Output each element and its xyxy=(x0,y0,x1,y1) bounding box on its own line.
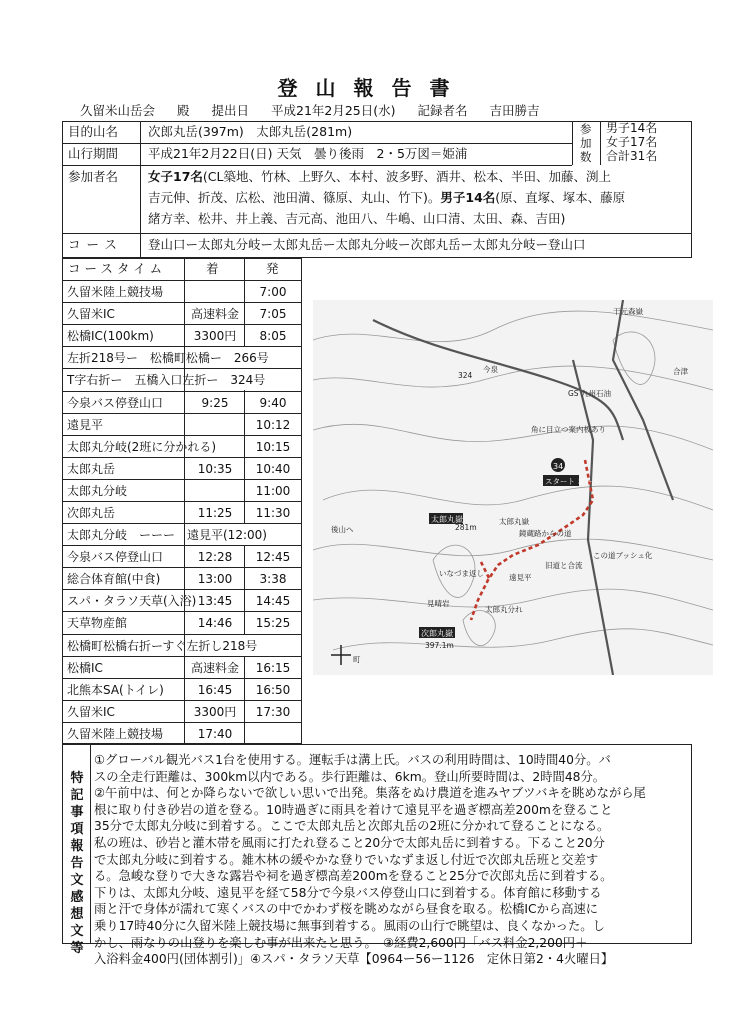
recorder-label: 記録者名 xyxy=(417,103,468,118)
map-label-ushiroyama: 後山へ xyxy=(331,525,354,534)
map-label-path: 鏡蔵路からの道 xyxy=(519,529,572,538)
timetable-header-depart: 発 xyxy=(266,261,279,276)
timetable-row-name: 久留米IC xyxy=(67,705,115,719)
course-value: 登山口ー太郎丸分岐ー太郎丸岳ー太郎丸分岐ー次郎丸岳ー太郎丸分岐ー登山口 xyxy=(148,237,586,252)
timetable-row-arrive: 16:45 xyxy=(197,683,233,697)
timetable-row-depart: 8:05 xyxy=(259,329,287,343)
timetable-row-arrive: 17:40 xyxy=(197,727,233,741)
female-count: 女子17名 xyxy=(606,135,658,149)
recorder-name: 吉田勝吉 xyxy=(489,103,540,118)
timetable-row-arrive: 13:45 xyxy=(197,594,233,608)
timetable-row-name: 久留米IC xyxy=(67,307,115,321)
timetable-row-name: 遠見平 xyxy=(67,418,104,432)
male-count: 男子14名 xyxy=(606,121,658,135)
notes-line: ①グローバル観光バス1台を使用する。運転手は溝上氏。バスの利用時間は、10時間40分。バ xyxy=(94,753,611,767)
timetable-row-depart: 9:40 xyxy=(259,396,287,410)
map-label-taro-fork: 太郎丸分れ xyxy=(485,605,523,614)
north-arrow-icon xyxy=(331,645,351,665)
timetable-row-depart: 11:00 xyxy=(255,484,291,498)
notes-line: かし、雨なりの山登りを楽しむ事が出来たと思う。 ③経費2,600円「バス料金2,200円＋ xyxy=(94,935,588,950)
timetable-row-depart: 14:45 xyxy=(255,594,291,608)
period-label: 山行期間 xyxy=(68,146,119,161)
total-count: 合計31名 xyxy=(606,149,658,163)
timetable-row-arrive: 高速料金 xyxy=(190,661,239,675)
timetable-row-depart: 10:15 xyxy=(255,440,291,454)
map-svg xyxy=(313,300,713,675)
mountain-label: 目的山名 xyxy=(68,124,119,139)
participants-line3: 緒方幸、松井、井上義、吉元高、池田八、牛嶋、山口清、太田、森、吉田) xyxy=(148,211,566,226)
map-label-senmoto: 干元森嶽 xyxy=(613,307,643,316)
course-label: コース xyxy=(68,237,123,252)
timetable-row-depart: 7:00 xyxy=(259,285,287,299)
map-label-jiro-height: 397.1m xyxy=(425,641,454,650)
timetable-row-name: 太郎丸分岐(2班に分かれる) xyxy=(67,440,216,454)
map-label-aitsu: 合津 xyxy=(673,367,688,376)
submit-date: 平成21年2月25日(水) xyxy=(271,103,396,118)
dono-label: 殿 xyxy=(177,103,190,118)
map-start-label: スタート ゴール xyxy=(545,477,600,486)
timetable-row-depart: 10:12 xyxy=(255,418,291,432)
timetable-row-name: 久留米陸上競技場 xyxy=(67,285,164,299)
map-jiro-label: 次郎丸嶽 xyxy=(421,629,453,638)
map-label-inazuma: いなづま返し xyxy=(439,569,484,578)
timetable-row-name: 久留米陸上競技場 xyxy=(67,727,164,741)
map-label-junction: 旧道と合流 xyxy=(545,561,583,570)
map-label-gs: GS 九州石油 xyxy=(568,389,611,398)
timetable-row-name: 松橋IC(100km) xyxy=(67,329,154,343)
timetable-row-depart: 7:05 xyxy=(259,307,287,321)
timetable-row-name: 松橋町松橋右折ーすぐ左折し218号 xyxy=(67,639,258,653)
timetable-row-depart: 12:45 xyxy=(255,550,291,564)
submit-label: 提出日 xyxy=(211,103,250,118)
map-label-machi: 町 xyxy=(353,655,361,664)
route-map xyxy=(313,300,713,675)
notes-line: 下りは、太郎丸分岐、遠見平を経て58分で今泉バス停登山口に到着する。体育館に移動する xyxy=(94,885,602,900)
participants-label: 参加者名 xyxy=(68,169,119,184)
notes-side-label: 特記事項報告文感想文等 xyxy=(70,771,84,956)
timetable-row-arrive: 9:25 xyxy=(201,396,229,410)
participants-line1 xyxy=(148,168,611,186)
map-label-taro-height: 281m xyxy=(455,523,477,532)
route-number: 34 xyxy=(553,462,564,471)
map-label-imaizumi: 今泉 xyxy=(483,365,498,374)
timetable-row-depart: 10:40 xyxy=(255,462,291,476)
timetable-row-depart: 17:30 xyxy=(255,705,291,719)
map-label-bush: この道ブッシュ化 xyxy=(593,551,653,560)
timetable-row-name: 左折218号ー 松橋町松橋ー 266号 xyxy=(67,351,269,365)
timetable-row-arrive: 高速料金 xyxy=(190,307,239,321)
timetable-row-name: 今泉バス停登山口 xyxy=(67,396,164,410)
timetable-row-depart: 15:25 xyxy=(255,616,291,630)
timetable-row-name: 松橋IC xyxy=(67,661,103,675)
timetable-row-arrive: 10:35 xyxy=(197,462,233,476)
timetable-row-depart: 11:30 xyxy=(255,506,291,520)
notes-line: 入浴料金400円(団体割引)」④スパ・タラソ天草【0964ー56ー1126 定休日第2・4火曜日】 xyxy=(94,952,614,967)
timetable-row-arrive: 12:28 xyxy=(197,550,233,564)
map-taro-label: 太郎丸嶽 xyxy=(431,515,463,524)
notes-line: ②午前中は、何とか降らないで欲しい思いで出発。集落をぬけ農道を進みヤブツバキを眺めながら尾 xyxy=(94,786,646,801)
timetable-row-arrive: 14:46 xyxy=(197,616,233,630)
timetable-row-arrive: 3300円 xyxy=(193,329,237,343)
period-value: 平成21年2月22日(日) 天気 曇り後雨 2・5万図＝姫浦 xyxy=(148,146,468,161)
notes-line: 雨と汗で身体が濡れて寒くバスの中でかわず桜を眺めながら昼食を取る。松橋ICから高速に xyxy=(94,902,599,917)
notes-line: 乗り17時40分に久留米陸上競技場に無事到着する。風雨の山行で眺望は、良くなかった。し xyxy=(94,918,605,933)
map-road-number: 324 xyxy=(458,371,473,380)
timetable-row-name: 次郎丸岳 xyxy=(67,506,116,520)
timetable-row-depart: 16:15 xyxy=(255,661,291,675)
notes-line: 私の班は、砂岩と灌木帯を風雨に打たれ登ること20分で太郎丸岳に到着する。下ること20分 xyxy=(94,835,605,850)
map-label-miharashi: 見晴岩 xyxy=(427,599,450,608)
timetable-row-name: スパ・タラソ天草(入浴) xyxy=(67,594,197,608)
timetable-row-name: 太郎丸分岐 xyxy=(67,484,128,498)
notes-line: で太郎丸分岐に到着する。雑木林の緩やかな登りでいなずま返し付近で次郎丸岳班と交差す xyxy=(94,852,599,867)
count-label: 参加数 xyxy=(580,122,592,164)
notes-line: 根に取り付き砂岩の道を登る。10時過ぎに雨具を着けて遠見平を過ぎ標高差200mを登ること xyxy=(94,802,613,817)
timetable-row-arrive: 11:25 xyxy=(197,506,233,520)
timetable-header-name: コースタイム xyxy=(68,261,167,276)
timetable-row-depart: 3:38 xyxy=(259,572,287,586)
male-members: (原、直塚、塚本、藤原 xyxy=(495,190,626,205)
club-name: 久留米山岳会 xyxy=(80,103,156,118)
map-label-sign: 角に目立つ案内板あり xyxy=(531,425,606,434)
timetable-row-name: 今泉バス停登山口 xyxy=(67,550,164,564)
timetable-row-name: 太郎丸分岐 ーーー 遠見平(12:00) xyxy=(67,528,267,542)
male-heading: 男子14名 xyxy=(440,190,496,205)
female-members: (CL築地、竹林、上野久、本村、波多野、酒井、松本、半田、加藤、渕上 xyxy=(202,169,611,184)
participants-line2 xyxy=(148,189,625,207)
notes-line: る。急峻な登りで大きな露岩や祠を過ぎ標高差200mを登ること25分で次郎丸岳に到着する。 xyxy=(94,869,613,884)
timetable-row-name: T字右折ー 五橋入口左折ー 324号 xyxy=(67,373,266,387)
timetable-row-arrive: 3300円 xyxy=(193,705,237,719)
timetable-header-arrive: 着 xyxy=(206,261,219,276)
page-title: 登山報告書 xyxy=(277,76,468,100)
timetable-row-name: 太郎丸岳 xyxy=(67,462,116,476)
notes-line: 35分で太郎丸分岐に到着する。ここで太郎丸岳と次郎丸岳の2班に分かれて登ることになる。 xyxy=(94,819,610,834)
notes-line: スの全走行距離は、300km以内である。歩行距離は、6km。登山所要時間は、2時間48分。 xyxy=(94,769,606,784)
timetable-row-name: 北熊本SA(トイレ) xyxy=(67,683,164,697)
female-members-cont: 吉元伸、折茂、広松、池田満、篠原、丸山、竹下)。 xyxy=(148,190,441,205)
mountain-value: 次郎丸岳(397m) 太郎丸岳(281m) xyxy=(148,124,353,139)
timetable-row-arrive: 13:00 xyxy=(197,572,233,586)
notes-body xyxy=(94,752,694,968)
timetable-row-name: 総合体育館(中食) xyxy=(67,572,161,586)
map-label-tomidaira: 遠見平 xyxy=(509,573,532,582)
report-header xyxy=(80,101,558,119)
timetable-row-name: 天草物産館 xyxy=(67,616,128,630)
female-heading: 女子17名 xyxy=(148,169,203,184)
timetable-row-depart: 16:50 xyxy=(255,683,291,697)
map-label-taro-vertical: 太郎丸嶽 xyxy=(499,517,529,526)
